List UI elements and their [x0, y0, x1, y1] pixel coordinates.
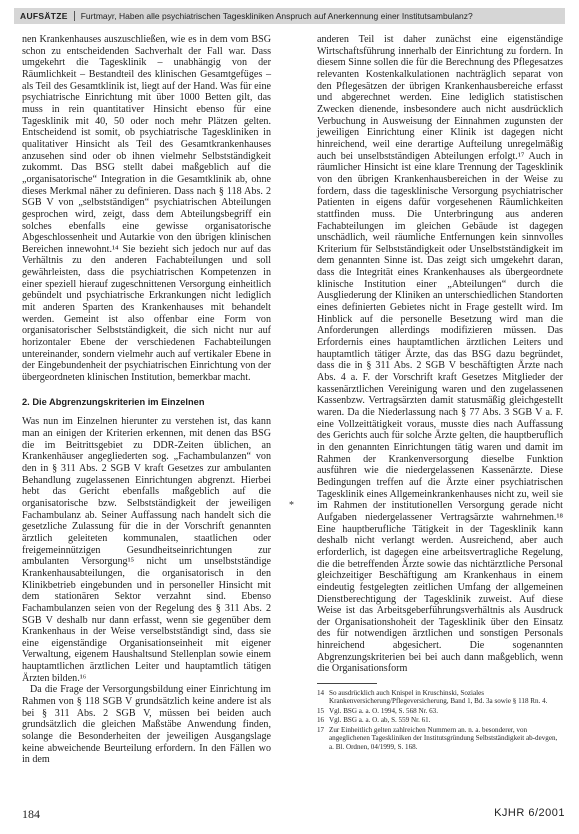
- footnote: [317, 716, 563, 725]
- footnote-text: Zur Einheitlich gelten zahlreichen Nummern an. n. a. besonderer, von angeglichenen Tageskliniken der Institutsgründung Selbstständigkeit ab-devgen, a. Bl. Ordnen, 04/1999, S. 168.: [329, 725, 558, 751]
- page-number: 184: [22, 807, 40, 821]
- margin-mark: *: [289, 500, 294, 511]
- footnote-text: Vgl. BSG a. a. O. 1994, S. 568 Nr. 63.: [329, 706, 438, 715]
- footnote-number: 15: [317, 706, 325, 715]
- footnote: [317, 726, 563, 752]
- running-title: Furtmayr, Haben alle psychiatrischen Tageskliniken Anspruch auf Anerkennung einer Institutsambulanz?: [80, 11, 473, 21]
- body-paragraph: Da die Frage der Versorgungsbildung einer Einrichtung im Rahmen von § 118 SGB V grundsätzlich keine andere ist als bei § 311 Abs. 2 SGB V, müssen bei beiden auch grundsätzlich die gleichen Maßstäbe Anwendung finden, solange die Besonderheiten der jeweiligen Ausgangslage keine abweichende Beurteilung erfordern. In den Fällen wo in dem: [22, 684, 271, 766]
- footnote: [317, 689, 563, 706]
- body-paragraph: nen Krankenhauses auszuschließen, wie es in dem vom BSG schon zu entscheidenden Sachverhalt der Fall war. Dass umgekehrt die Tagesklinik – unabhängig von der Räumlichkeit – Bestandteil des klinischen Gesamtgefüges – als Teil des Gesamtklinik ist, liegt auf der Hand. Was für eine psychiatrische Einrichtung mit über 1000 Betten gilt, das muss in rein quantitativer Hinsicht ebenso für eine Tagesklinik mit 40, 50 oder noch mehr Plätzen gelten. Entscheidend ist somit, ob psychiatrische Tageskliniken in qualitativer Hinsicht als Teil des Gesamtkrankenhauses anzusehen sind oder ob ihnen vielmehr Selbstständigkeit zukommt. Das BSG stellt dabei maßgeblich auf die „organisatorische“ Integration in die Gesamtklinik ab, ohne dieses Merkmal näher zu definieren. Dass nach § 118 Abs. 2 SGB V von „selbstständigen“ psychiatrischen Abteilungen gesprochen wird, zeigt, dass dem Abteilungsbegriff ein solches ebenfalls eine gewisse organisatorische Abgeschlossenheit und Autarkie von den übrigen klinischen Bereichen innewohnt.¹⁴ Sie bezieht sich jedoch nur auf das Verhältnis zu den anderen Fachabteilungen und soll gewährleisten, dass die psychiatrischen Kompetenzen in einer speziell hierauf zugeschnittenen Versorgung einheitlich gebündelt und psychiatrische Erkrankungen nicht lediglich mit anderen Sparten des Krankenhauses mit behandelt werden. Gemeint ist also offenbar eine Form von organisatorischer Selbstständigkeit, die sich nicht nur auf horizontaler Ebene der verschiedenen Fachabteilungen untereinander, sondern vielmehr auch auf vertikaler Ebene in der Eingebundenheit der psychiatrischen Einrichtung von der übergeordneten klinischen Institution, bemerkbar macht.: [22, 34, 271, 384]
- running-header: [14, 8, 565, 24]
- footnote-number: 17: [317, 725, 325, 734]
- body-paragraph: Was nun im Einzelnen hierunter zu verstehen ist, das kann man an einigen der Kriterien erkennen, mit denen das BSG die im Beitrittsgebiet zu DDR-Zeiten üblichen, an Krankenhäuser angegliederten sog. „Fachambulanzen“ von den in § 311 Abs. 2 SGB V kraft Gesetzes zur ambulanten Behandlung zugelassenen Einrichtungen abgrenzt. Hierbei hebt das Gericht ebenfalls maßgeblich auf die organisatorische bzw. Selbstständigkeit der jeweiligen Fachambulanz ab. Seiner Auffassung nach handelt sich die gesetzliche Zulassung für die in der Vorschrift genannten ärztlich geleiteten kommunalen, staatlichen oder freigemeinnützigen Gesundheitseinrichtungen zur ambulanten Versorgung¹⁵ nicht um unselbstständige Krankenhausabteilungen, die organisatorisch in den Klinikbetrieb eingebunden und in personeller Hinsicht mit dem stationären Sektor verzahnt sind. Ebenso Fachambulanzen seien von der Regelung des § 311 Abs. 2 SGB V deshalb nur dann erfasst, wenn sie gegenüber dem Krankenhaus in der Weise verselbstständigt sind, dass sie eine eigenständige Organisationseinheit mit eigener Verwaltung, eigenem Haushaltsund Stellenplan sowie einem hauptamtlichen ärztlichen Leiter und hauptamtlich tätigen Ärzten bilden.¹⁶: [22, 416, 271, 684]
- journal-reference: KJHR 6/2001: [494, 807, 565, 819]
- footnote-number: 16: [317, 716, 325, 725]
- section-label: AUFSÄTZE: [20, 11, 68, 21]
- footnote-text: So ausdrücklich auch Knispel in Kruschinski, Soziales Krankenversicherung/Pflegeversicherung, Band 1, Bd. 3a sowie § 118 Rn. 4.: [329, 688, 548, 706]
- footnotes: [317, 689, 563, 752]
- right-column: [317, 34, 563, 752]
- footnote: [317, 707, 563, 716]
- left-column: [22, 34, 271, 766]
- footnote-divider: [317, 683, 377, 684]
- footnote-number: 14: [317, 688, 325, 697]
- section-heading: 2. Die Abgrenzungskriterien im Einzelnen: [22, 396, 205, 407]
- header-divider: [74, 11, 75, 21]
- body-paragraph: anderen Teil ist daher zunächst eine eigenständige Wirtschaftsführung innerhalb der Einrichtung zu fordern. In diesem Sinne sollen die für die Berechnung des Pflegesatzes relevanten Kostenkalkulationen nachträglich separat von den Pflegesätzen der übrigen Krankenhausbereiche erfasst und abgerechnet werden. Eine lediglich statistischen Zwecken dienende, insbesondere auch nicht ausdrücklich Verbuchung in Ausweisung der Einnahmen zugunsten der jeweiligen Einrichtung einer Klinik ist dagegen nicht hinreichend, weil eine derartige Aufteilung unregelmäßig auch bei unselbstständigen Abteilungen erfolgt.¹⁷ Auch in räumlicher Hinsicht ist eine klare Trennung der Tagesklinik von den übrigen Krankenhausbereichen in der Weise zu fordern, dass die tagesklinische Versorgung psychiatrischer Patienten in eigens dafür vorgesehenen Räumlichkeiten stattfinden muss. Die Unterbringung aus anderen Fachabteilungen im gleichen Gebäude ist dagegen unschädlich, weil räumliche Entfernungen kein sinnvolles Kriterium für Selbstständigkeit oder Unselbstständigkeit im dem genannten Sinne ist. Das zeigt sich umgekehrt daran, dass die Integrität eines Krankenhauses als übergeordnete klinische Institution einer „Abteilungen“ durch die Ausgliederung der Kliniken an unterschiedlichen Standorten eines definierten Gebietes nicht in Frage gestellt wird. Im Hinblick auf die personelle Besetzung wird man die Anforderungen allerdings modifizieren müssen. Das Erfordernis eines hauptamtlichen ärztlichen Leiters und hauptamtlich tätiger Ärzte, das das BSG dazu begründet, dass die in § 311 Abs. 2 SGB V beschäftigten Ärzte nach Abs. 4 a. F. der Vorschrift kraft Gesetzes Mitglieder der kassenärztlichen Vereinigung waren und den zugelassenen Kassenbzw. Vertragsärzten damit statusmäßig gleichgestellt waren. Da die Niederlassung nach § 77 Abs. 3 SGB V a. F. eine Vollzeittätigkeit voraus, musste dies nach Auffassung des Gerichts auch für solche Ärzte gelten, die hauptberuflich in den genannten Einrichtungen tätig waren und damit im Rahmen der Krankenversorgung dieselbe Funktion ausführen wie die niedergelassenen Kassenärzte. Diese Bedingungen treffen auf die Ärzte einer psychiatrischen Tagesklinik eines Allgemeinkrankenhauses nicht zu, weil sie im Rahmen der institutionellen Versorgung gerade nicht Aufgaben niedergelassener Vertragsärzte wahrnehmen.¹⁸ Eine hauptberufliche Tätigkeit in der Tagesklinik kann deshalb nicht verlangt werden. Ausreichend, aber auch erforderlich, ist dagegen eine arbeitsvertragliche Regelung, die die betreffenden Ärzte sowie das nichtärztliche Personal gleichzeitiger Beschäftigung am Krankenhaus in einem eindeutig festgelegten zeitlichen Umfang der allgemeinen Dienstberechtigung der Tagesklinik zuweist. Auf diese Weise ist das Arbeitsgeberführungsverhältnis als Ausdruck der Organisationshoheit der Tagesklinik über den Einsatz des für notwendigen ärztlichen und sonstigen Personals hinreichend abgesichert. Die sogenannten Abgrenzungskriterien bei bei auch dann maßgeblich, wenn die Organisationsform: [317, 34, 563, 675]
- footnote-text: Vgl. BSG a. a. O. ab, S. 559 Nr. 61.: [329, 716, 431, 725]
